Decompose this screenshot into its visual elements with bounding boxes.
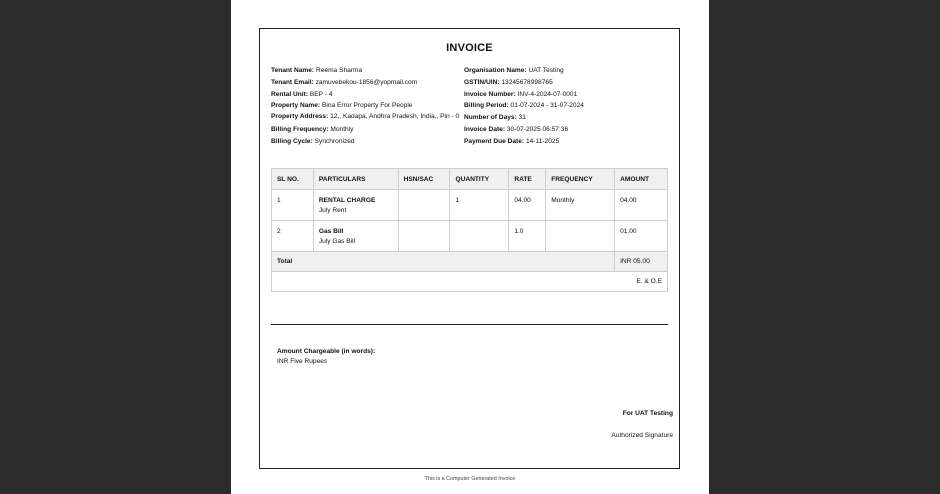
field-value: 14-11-2025 <box>525 137 560 145</box>
cell-quantity <box>450 221 509 252</box>
org-name-row <box>464 65 674 77</box>
column-header-rate: RATE <box>509 169 546 190</box>
field-value: 01-07-2024 - 31-07-2024 <box>510 102 584 110</box>
field-value: BEP - 4 <box>309 90 333 98</box>
number-of-days-row <box>464 112 674 124</box>
field-value: 31 <box>518 114 526 122</box>
table-header-row <box>272 169 668 190</box>
amount-in-words <box>277 347 375 367</box>
cell-frequency: Monthly <box>546 190 615 221</box>
field-value: Monthly <box>330 125 354 133</box>
field-value: Reema Sharma <box>315 67 363 74</box>
field-label: Tenant Email: <box>271 78 314 86</box>
cell-hsn-sac <box>398 190 450 221</box>
invoice-date-row <box>464 124 674 136</box>
item-description: July Rent <box>318 207 347 214</box>
authorized-signature: Authorized Signature <box>611 432 673 439</box>
invoice-number-row <box>464 89 674 101</box>
column-header-particulars: PARTICULARS <box>313 169 398 190</box>
amount-words-label: Amount Chargeable (in words): <box>277 348 376 355</box>
property-name-row <box>271 100 461 112</box>
field-label: Billing Period: <box>464 102 509 110</box>
cell-amount: 04.00 <box>615 190 668 221</box>
column-header-hsn-sac: HSN/SAC <box>398 169 450 190</box>
column-header-amount: AMOUNT <box>615 169 668 190</box>
field-value: 12,, Kadapa, Andhra Pradesh, India,, Pin - 0 <box>330 113 460 121</box>
cell-sl-no: 2 <box>272 221 314 252</box>
field-label: Payment Due Date: <box>464 137 525 145</box>
field-value: 13245678998765 <box>501 78 553 86</box>
field-value: INV-4-2024-07-0001 <box>517 90 578 98</box>
tenant-info <box>271 65 461 148</box>
cell-sl-no: 1 <box>272 190 314 221</box>
section-divider <box>271 324 668 325</box>
amount-words-value: INR Five Rupees <box>277 358 328 365</box>
cell-rate: 1.0 <box>509 221 546 252</box>
eoe-row <box>272 272 668 292</box>
cell-quantity: 1 <box>450 190 509 221</box>
total-value: INR 05.00 <box>615 252 668 272</box>
field-label: Invoice Number: <box>464 90 516 98</box>
for-organisation: For UAT Testing <box>622 410 673 417</box>
tenant-email-row <box>271 77 461 89</box>
organisation-info <box>464 65 674 148</box>
item-name: RENTAL CHARGE <box>318 197 376 204</box>
rental-unit-row <box>271 89 461 101</box>
field-label: GSTIN/UIN: <box>464 78 500 86</box>
field-value: UAT Testing <box>528 67 564 74</box>
invoice-title: INVOICE <box>446 42 493 54</box>
document-page <box>231 0 709 494</box>
field-label: Property Address: <box>271 113 329 121</box>
field-label: Rental Unit: <box>271 90 308 98</box>
field-label: Billing Cycle: <box>271 137 313 145</box>
cell-particulars <box>313 190 398 221</box>
column-header-frequency: FREQUENCY <box>546 169 615 190</box>
field-label: Tenant Name: <box>271 67 315 74</box>
payment-due-date-row <box>464 136 674 148</box>
field-label: Property Name: <box>271 102 321 110</box>
invoice-frame <box>259 28 680 469</box>
cell-particulars <box>313 221 398 252</box>
cell-amount: 01.00 <box>615 221 668 252</box>
table-row <box>272 221 668 252</box>
field-label: Billing Frequency: <box>271 125 329 133</box>
cell-rate: 04.00 <box>509 190 546 221</box>
field-label: Invoice Date: <box>464 125 506 133</box>
column-header-quantity: QUANTITY <box>450 169 509 190</box>
item-name: Gas Bill <box>318 228 344 235</box>
total-row <box>272 252 668 272</box>
billing-period-row <box>464 100 674 112</box>
field-value: Synchronized <box>314 137 355 145</box>
line-items-table <box>271 168 668 292</box>
field-label: Number of Days: <box>464 114 517 122</box>
total-label: Total <box>272 252 615 272</box>
cell-frequency <box>546 221 615 252</box>
property-address-row <box>271 112 461 122</box>
field-value: 30-07-2025 06:57:36 <box>506 125 569 133</box>
field-value: Bina Error Property For People <box>321 102 413 110</box>
cell-hsn-sac <box>398 221 450 252</box>
table-row <box>272 190 668 221</box>
billing-cycle-row <box>271 136 461 148</box>
footer-note: This is a Computer Generated Invoice <box>424 476 516 482</box>
item-description: July Gas Bill <box>318 238 356 245</box>
eoe-text: E. & O.E <box>272 272 668 292</box>
field-value: zamuvebekou-1856@yopmail.com <box>315 78 418 86</box>
column-header-sl-no: SL NO. <box>272 169 314 190</box>
field-label: Organisation Name: <box>464 67 527 74</box>
tenant-name-row <box>271 65 461 77</box>
billing-frequency-row <box>271 124 461 136</box>
gstin-row <box>464 77 674 89</box>
